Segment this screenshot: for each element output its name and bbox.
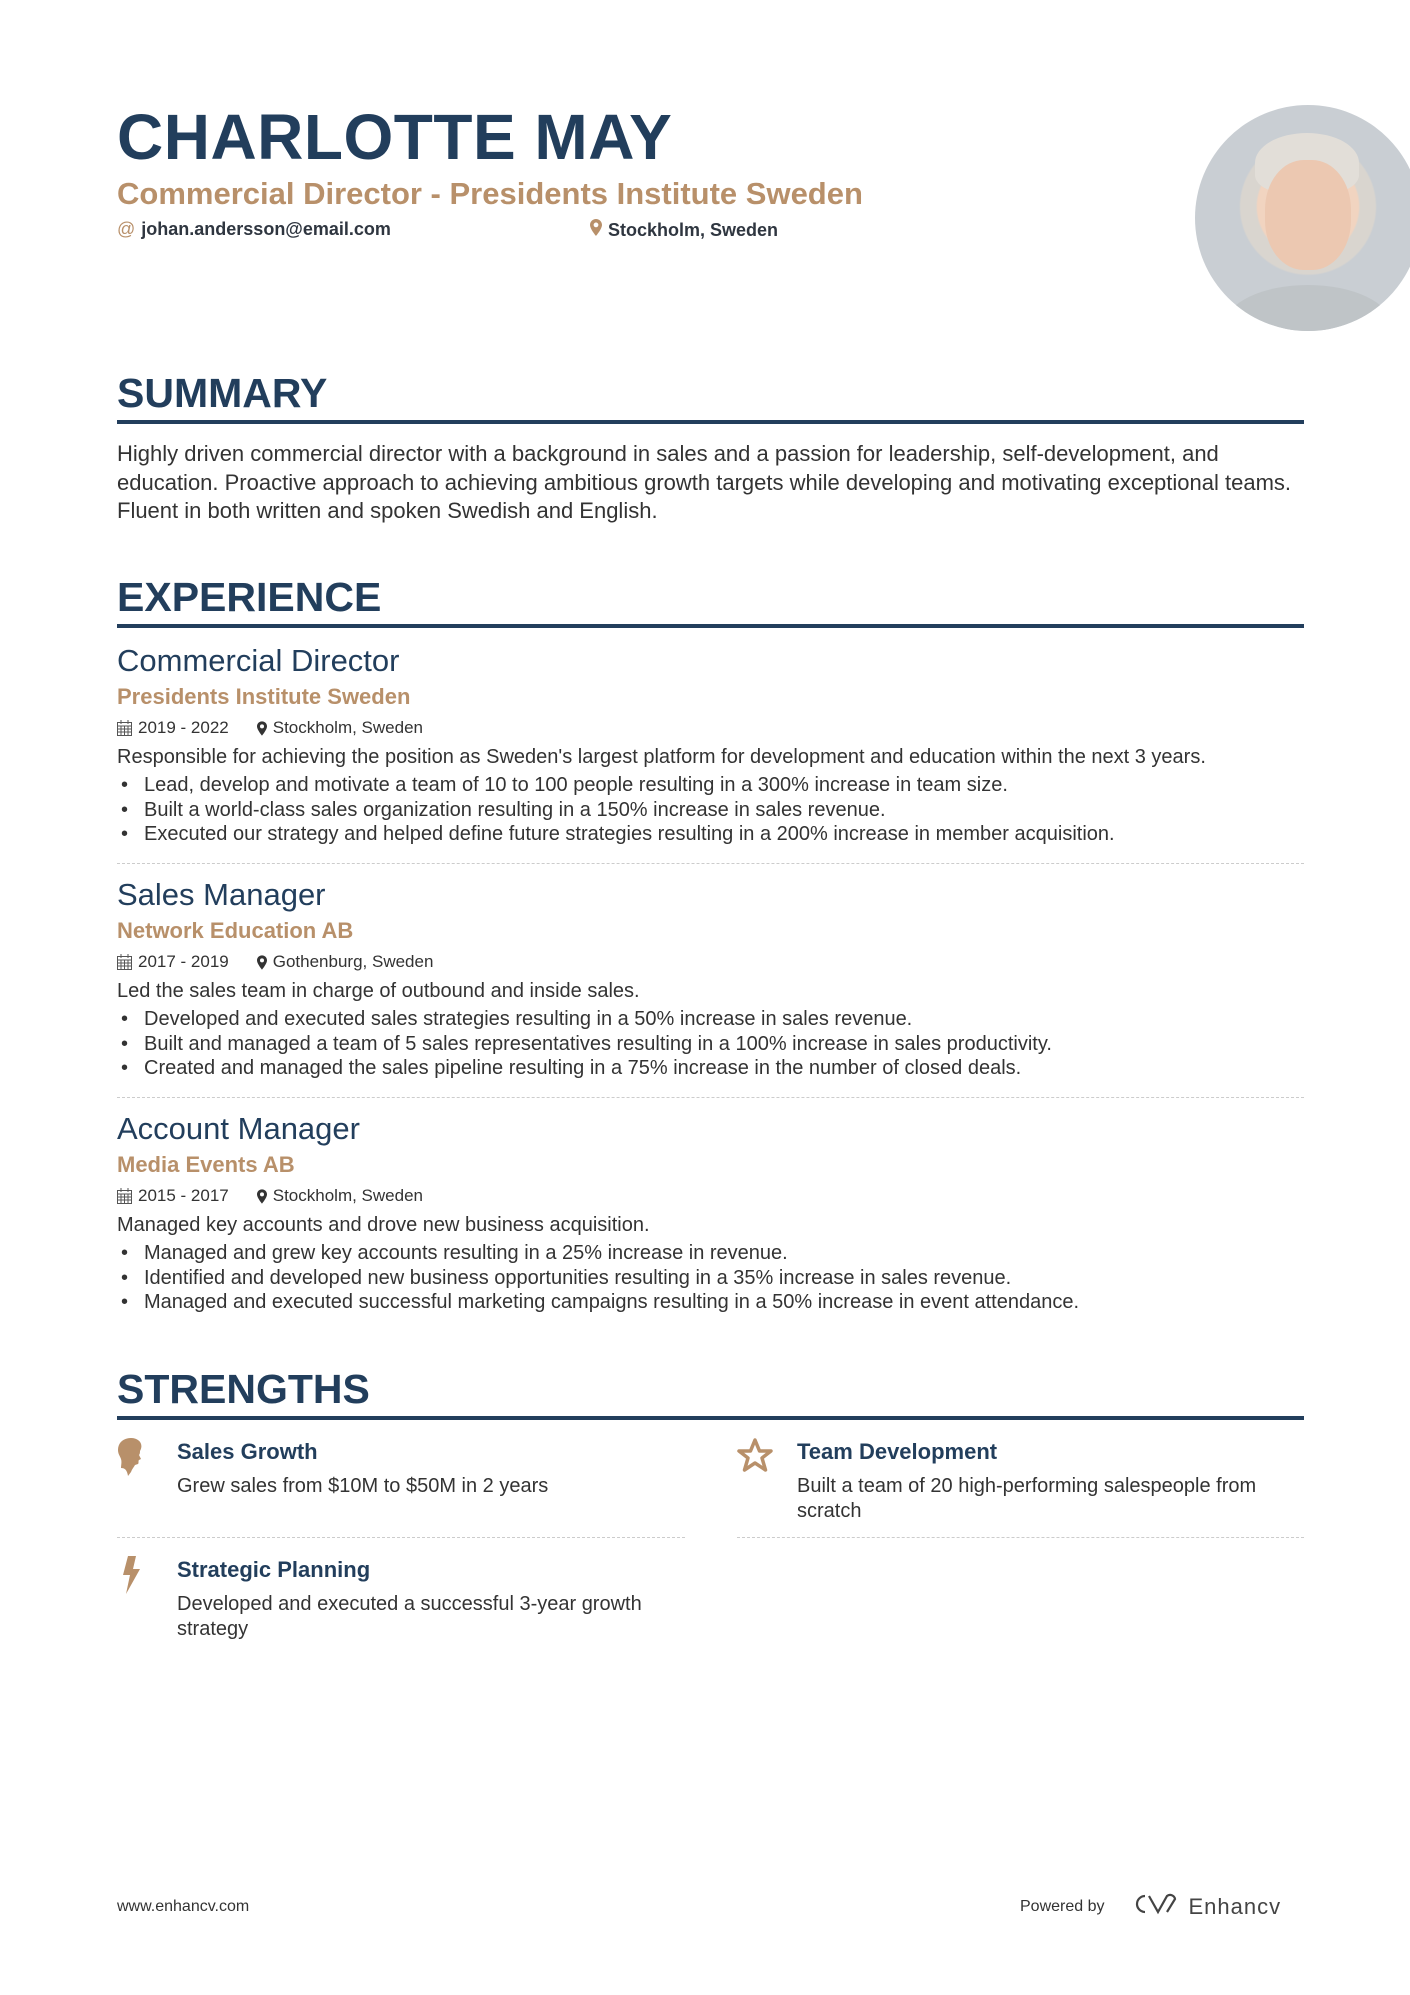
profile-photo	[1195, 105, 1410, 331]
strength-item	[737, 1438, 1305, 1523]
summary-heading: SUMMARY	[117, 370, 328, 416]
experience-entry	[117, 1111, 1304, 1315]
website-link[interactable]: www.enhancv.com	[117, 1898, 250, 1915]
strength-title: Team Development	[797, 1439, 998, 1464]
experience-entry	[117, 643, 1304, 847]
bullet-item: • Built and managed a team of 5 sales representatives resulting in a 100% increase in sales productivity.	[117, 1032, 1304, 1057]
bullet-item: • Identified and developed new business opportunities resulting in a 35% increase in sales revenue.	[117, 1266, 1304, 1291]
strength-item	[117, 1556, 685, 1641]
job-location: Gothenburg, Sweden	[272, 952, 434, 971]
job-bullets	[117, 1241, 1304, 1315]
bullet-item: • Built a world-class sales organization resulting in a 150% increase in sales revenue.	[117, 798, 1304, 823]
calendar-icon	[117, 954, 132, 970]
job-dates: 2019 - 2022	[138, 718, 229, 737]
strength-divider	[737, 1537, 1304, 1538]
bullet-item: • Managed and grew key accounts resulting in a 25% increase in revenue.	[117, 1241, 1304, 1266]
job-title: Sales Manager	[117, 877, 326, 912]
bolt-icon	[117, 1556, 157, 1596]
calendar-icon	[117, 720, 132, 736]
email-contact[interactable]	[117, 219, 391, 240]
at-icon: @	[117, 219, 136, 239]
job-dates: 2017 - 2019	[138, 952, 229, 971]
star-icon	[737, 1438, 777, 1478]
job-location: Stockholm, Sweden	[272, 1186, 423, 1205]
experience-divider	[117, 624, 1304, 628]
strengths-divider	[117, 1416, 1304, 1420]
candidate-name: CHARLOTTE MAY	[117, 101, 673, 173]
job-bullets	[117, 773, 1304, 847]
job-title: Commercial Director	[117, 643, 400, 678]
summary-divider	[117, 420, 1304, 424]
location-pin-icon	[257, 721, 267, 736]
job-location: Stockholm, Sweden	[272, 718, 423, 737]
location-pin-icon	[257, 955, 267, 970]
company-name: Presidents Institute Sweden	[117, 684, 411, 709]
summary-text: Highly driven commercial director with a background in sales and a passion for leadership, self-development, and education. Proactive approach to achieving ambitious growth targets while developing and motivating exceptional teams. Fluent in both written and spoken Swedish and English.	[117, 441, 1292, 523]
job-bullets	[117, 1007, 1304, 1081]
brand-name: Enhancv	[1188, 1893, 1282, 1919]
experience-heading: EXPERIENCE	[117, 574, 382, 620]
job-description: Responsible for achieving the position as Sweden's largest platform for development and education within the next 3 years.	[117, 746, 1206, 768]
bullet-item: • Lead, develop and motivate a team of 10 to 100 people resulting in a 300% increase in team size.	[117, 773, 1304, 798]
location-pin-icon	[257, 1189, 267, 1204]
bullet-item: • Created and managed the sales pipeline resulting in a 75% increase in the number of closed deals.	[117, 1056, 1304, 1081]
job-meta	[117, 717, 1304, 739]
strength-item	[117, 1438, 685, 1499]
job-meta	[117, 1185, 1304, 1207]
calendar-icon	[117, 1188, 132, 1204]
candidate-title: Commercial Director - Presidents Institute Sweden	[117, 176, 863, 211]
experience-entry	[117, 877, 1304, 1081]
job-description: Led the sales team in charge of outbound and inside sales.	[117, 980, 640, 1002]
strength-description: Built a team of 20 high-performing salespeople from scratch	[797, 1475, 1257, 1522]
experience-divider	[117, 1097, 1304, 1098]
email-text: johan.andersson@email.com	[141, 219, 391, 239]
strength-divider	[117, 1537, 685, 1538]
bullet-item: • Managed and executed successful marketing campaigns resulting in a 50% increase in event attendance.	[117, 1290, 1304, 1315]
strength-title: Strategic Planning	[177, 1557, 371, 1582]
strength-description: Grew sales from $10M to $50M in 2 years	[177, 1475, 549, 1497]
strengths-heading: STRENGTHS	[117, 1366, 370, 1412]
powered-by-text: Powered by	[1020, 1897, 1105, 1915]
company-name: Network Education AB	[117, 918, 354, 943]
location-contact	[590, 219, 778, 241]
head-icon	[117, 1438, 157, 1478]
job-description: Managed key accounts and drove new business acquisition.	[117, 1214, 650, 1236]
strength-title: Sales Growth	[177, 1439, 318, 1464]
bullet-item: • Developed and executed sales strategies resulting in a 50% increase in sales revenue.	[117, 1007, 1304, 1032]
location-text: Stockholm, Sweden	[608, 219, 779, 240]
bullet-item: • Executed our strategy and helped define future strategies resulting in a 200% increase in member acquisition.	[117, 822, 1304, 847]
job-meta	[117, 951, 1304, 973]
company-name: Media Events AB	[117, 1152, 295, 1177]
powered-by[interactable]	[1020, 1893, 1281, 1920]
job-title: Account Manager	[117, 1111, 360, 1146]
experience-divider	[117, 863, 1304, 864]
location-pin-icon	[590, 219, 602, 241]
strength-description: Developed and executed a successful 3-year growth strategy	[177, 1593, 642, 1640]
enhancv-logo-icon	[1131, 1893, 1177, 1920]
job-dates: 2015 - 2017	[138, 1186, 229, 1205]
